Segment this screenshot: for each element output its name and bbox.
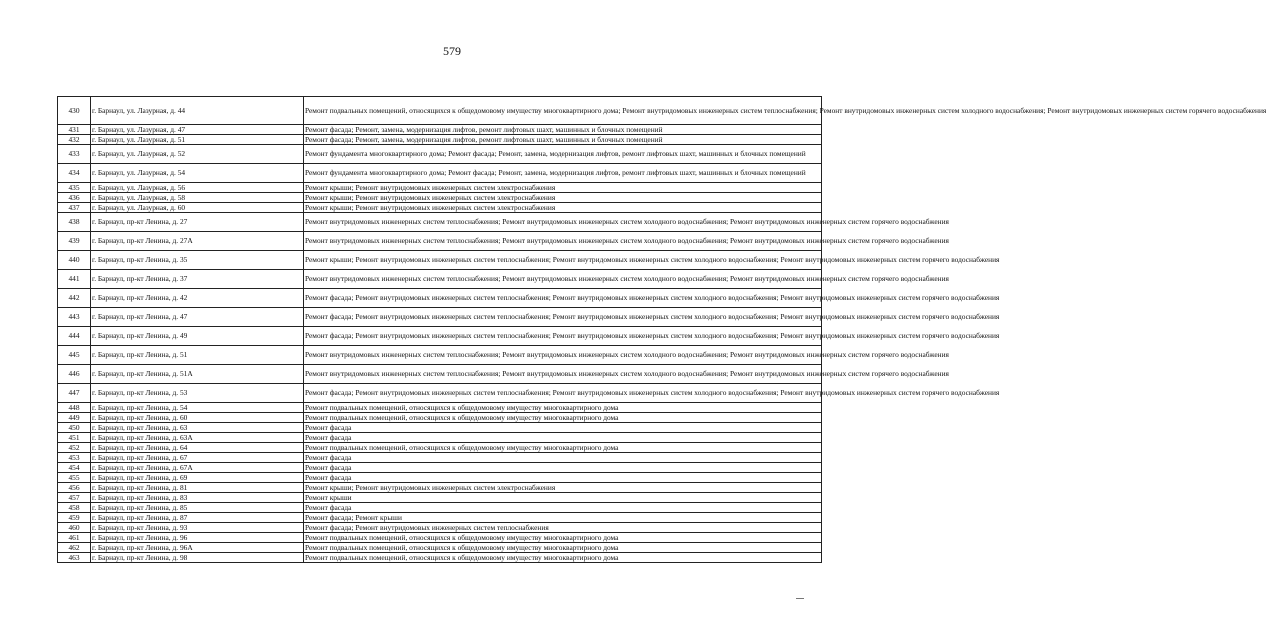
address-cell: г. Барнаул, пр-кт Ленина, д. 47: [91, 308, 304, 327]
footer-dash: [796, 598, 804, 599]
repair-works-cell: Ремонт фасада: [304, 473, 822, 483]
repair-works-cell: Ремонт подвальных помещений, относящихся к общедомовому имуществу многоквартирного дома: [304, 533, 822, 543]
address-cell: г. Барнаул, пр-кт Ленина, д. 51: [91, 346, 304, 365]
table-row: [58, 308, 822, 327]
repair-works-cell: Ремонт крыши; Ремонт внутридомовых инженерных систем теплоснабжения; Ремонт внутридомовых инженерных систем холодного водоснабжения; Ремонт внутридомовых инженерных систем горячего водоснабжения: [304, 251, 822, 270]
row-number-cell: 437: [58, 203, 91, 213]
row-number-cell: 451: [58, 433, 91, 443]
address-cell: г. Барнаул, пр-кт Ленина, д. 49: [91, 327, 304, 346]
repair-works-cell: Ремонт подвальных помещений, относящихся к общедомовому имуществу многоквартирного дома: [304, 543, 822, 553]
repair-works-cell: Ремонт внутридомовых инженерных систем теплоснабжения; Ремонт внутридомовых инженерных систем холодного водоснабжения; Ремонт внутридомовых инженерных систем горячего водоснабжения: [304, 232, 822, 251]
repair-works-cell: Ремонт внутридомовых инженерных систем теплоснабжения; Ремонт внутридомовых инженерных систем холодного водоснабжения; Ремонт внутридомовых инженерных систем горячего водоснабжения: [304, 365, 822, 384]
address-cell: г. Барнаул, пр-кт Ленина, д. 60: [91, 413, 304, 423]
row-number-cell: 438: [58, 213, 91, 232]
row-number-cell: 454: [58, 463, 91, 473]
row-number-cell: 443: [58, 308, 91, 327]
row-number-cell: 446: [58, 365, 91, 384]
table-row: [58, 251, 822, 270]
row-number-cell: 460: [58, 523, 91, 533]
address-cell: г. Барнаул, пр-кт Ленина, д. 63А: [91, 433, 304, 443]
table-row: [58, 423, 822, 433]
table-row: [58, 453, 822, 463]
address-cell: г. Барнаул, пр-кт Ленина, д. 67: [91, 453, 304, 463]
repair-works-cell: Ремонт фасада; Ремонт внутридомовых инженерных систем теплоснабжения; Ремонт внутридомовых инженерных систем холодного водоснабжения; Ремонт внутридомовых инженерных систем горячего водоснабжения: [304, 384, 822, 403]
repair-works-cell: Ремонт подвальных помещений, относящихся к общедомовому имуществу многоквартирного дома: [304, 413, 822, 423]
row-number-cell: 445: [58, 346, 91, 365]
table-row: [58, 346, 822, 365]
address-cell: г. Барнаул, пр-кт Ленина, д. 87: [91, 513, 304, 523]
repair-works-cell: Ремонт подвальных помещений, относящихся к общедомовому имуществу многоквартирного дома; Ремонт внутридомовых инженерных систем теплоснабжения; Ремонт внутридомовых инженерных систем холодного водоснабжения; Ремонт внутридомовых инженерных систем горячего водоснабжения: [304, 97, 822, 125]
row-number-cell: 430: [58, 97, 91, 125]
address-cell: г. Барнаул, пр-кт Ленина, д. 63: [91, 423, 304, 433]
table-row: [58, 270, 822, 289]
repair-works-cell: Ремонт фасада; Ремонт, замена, модернизация лифтов, ремонт лифтовых шахт, машинных и блочных помещений: [304, 135, 822, 145]
address-cell: г. Барнаул, пр-кт Ленина, д. 96А: [91, 543, 304, 553]
row-number-cell: 436: [58, 193, 91, 203]
table-row: [58, 513, 822, 523]
address-cell: г. Барнаул, пр-кт Ленина, д. 69: [91, 473, 304, 483]
repair-works-cell: Ремонт внутридомовых инженерных систем теплоснабжения; Ремонт внутридомовых инженерных систем холодного водоснабжения; Ремонт внутридомовых инженерных систем горячего водоснабжения: [304, 346, 822, 365]
address-cell: г. Барнаул, пр-кт Ленина, д. 85: [91, 503, 304, 513]
address-cell: г. Барнаул, пр-кт Ленина, д. 27: [91, 213, 304, 232]
row-number-cell: 459: [58, 513, 91, 523]
table-row: [58, 384, 822, 403]
table-row: [58, 413, 822, 423]
address-cell: г. Барнаул, ул. Лазурная, д. 56: [91, 183, 304, 193]
row-number-cell: 453: [58, 453, 91, 463]
row-number-cell: 448: [58, 403, 91, 413]
table-row: [58, 135, 822, 145]
address-cell: г. Барнаул, ул. Лазурная, д. 60: [91, 203, 304, 213]
address-cell: г. Барнаул, ул. Лазурная, д. 47: [91, 125, 304, 135]
table-row: [58, 125, 822, 135]
address-cell: г. Барнаул, ул. Лазурная, д. 58: [91, 193, 304, 203]
repair-works-cell: Ремонт внутридомовых инженерных систем теплоснабжения; Ремонт внутридомовых инженерных систем холодного водоснабжения; Ремонт внутридомовых инженерных систем горячего водоснабжения: [304, 213, 822, 232]
row-number-cell: 461: [58, 533, 91, 543]
address-cell: г. Барнаул, пр-кт Ленина, д. 64: [91, 443, 304, 453]
registry-table-body: [58, 97, 1266, 563]
repair-works-cell: Ремонт фасада: [304, 503, 822, 513]
repair-works-cell: Ремонт крыши; Ремонт внутридомовых инженерных систем электроснабжения: [304, 183, 822, 193]
repair-works-cell: Ремонт крыши: [304, 493, 822, 503]
repair-works-cell: Ремонт фасада: [304, 423, 822, 433]
table-row: [58, 483, 822, 493]
address-cell: г. Барнаул, пр-кт Ленина, д. 37: [91, 270, 304, 289]
table-row: [58, 523, 822, 533]
table-row: [58, 164, 822, 183]
table-row: [58, 232, 822, 251]
repair-works-cell: Ремонт фасада; Ремонт крыши: [304, 513, 822, 523]
repair-works-cell: Ремонт фундамента многоквартирного дома; Ремонт фасада; Ремонт, замена, модернизация лифтов, ремонт лифтовых шахт, машинных и блочных помещений: [304, 164, 822, 183]
row-number-cell: 456: [58, 483, 91, 493]
address-cell: г. Барнаул, пр-кт Ленина, д. 83: [91, 493, 304, 503]
row-number-cell: 431: [58, 125, 91, 135]
page-number: 579: [443, 44, 461, 58]
row-number-cell: 462: [58, 543, 91, 553]
row-number-cell: 458: [58, 503, 91, 513]
address-cell: г. Барнаул, пр-кт Ленина, д. 98: [91, 553, 304, 563]
address-cell: г. Барнаул, ул. Лазурная, д. 54: [91, 164, 304, 183]
address-cell: г. Барнаул, пр-кт Ленина, д. 27А: [91, 232, 304, 251]
repair-works-cell: Ремонт крыши; Ремонт внутридомовых инженерных систем электроснабжения: [304, 203, 822, 213]
repair-works-cell: Ремонт фасада: [304, 433, 822, 443]
repair-works-cell: Ремонт подвальных помещений, относящихся к общедомовому имуществу многоквартирного дома: [304, 403, 822, 413]
table-row: [58, 533, 822, 543]
table-row: [58, 553, 822, 563]
table-row: [58, 443, 822, 453]
table-row: [58, 365, 822, 384]
table-row: [58, 463, 822, 473]
row-number-cell: 434: [58, 164, 91, 183]
table-row: [58, 473, 822, 483]
table-row: [58, 433, 822, 443]
row-number-cell: 444: [58, 327, 91, 346]
address-cell: г. Барнаул, пр-кт Ленина, д. 54: [91, 403, 304, 413]
repair-works-cell: Ремонт фасада; Ремонт внутридомовых инженерных систем теплоснабжения; Ремонт внутридомовых инженерных систем холодного водоснабжения; Ремонт внутридомовых инженерных систем горячего водоснабжения: [304, 327, 822, 346]
row-number-cell: 433: [58, 145, 91, 164]
table-row: [58, 193, 822, 203]
repair-works-cell: Ремонт фундамента многоквартирного дома; Ремонт фасада; Ремонт, замена, модернизация лифтов, ремонт лифтовых шахт, машинных и блочных помещений: [304, 145, 822, 164]
repair-works-cell: Ремонт фасада; Ремонт, замена, модернизация лифтов, ремонт лифтовых шахт, машинных и блочных помещений: [304, 125, 822, 135]
address-cell: г. Барнаул, ул. Лазурная, д. 44: [91, 97, 304, 125]
repair-works-cell: Ремонт подвальных помещений, относящихся к общедомовому имуществу многоквартирного дома: [304, 553, 822, 563]
repair-works-cell: Ремонт фасада; Ремонт внутридомовых инженерных систем теплоснабжения: [304, 523, 822, 533]
address-cell: г. Барнаул, пр-кт Ленина, д. 35: [91, 251, 304, 270]
repair-works-cell: Ремонт внутридомовых инженерных систем теплоснабжения; Ремонт внутридомовых инженерных систем холодного водоснабжения; Ремонт внутридомовых инженерных систем горячего водоснабжения: [304, 270, 822, 289]
address-cell: г. Барнаул, пр-кт Ленина, д. 53: [91, 384, 304, 403]
row-number-cell: 450: [58, 423, 91, 433]
table-row: [58, 493, 822, 503]
row-number-cell: 463: [58, 553, 91, 563]
address-cell: г. Барнаул, ул. Лазурная, д. 51: [91, 135, 304, 145]
address-cell: г. Барнаул, пр-кт Ленина, д. 51А: [91, 365, 304, 384]
table-row: [58, 289, 822, 308]
address-cell: г. Барнаул, пр-кт Ленина, д. 67А: [91, 463, 304, 473]
repair-works-cell: Ремонт подвальных помещений, относящихся к общедомовому имуществу многоквартирного дома: [304, 443, 822, 453]
table-row: [58, 213, 822, 232]
repair-works-cell: Ремонт фасада: [304, 453, 822, 463]
table-row: [58, 543, 822, 553]
table-row: [58, 97, 822, 125]
table-row: [58, 403, 822, 413]
row-number-cell: 435: [58, 183, 91, 193]
row-number-cell: 457: [58, 493, 91, 503]
table-row: [58, 327, 822, 346]
repair-works-cell: Ремонт крыши; Ремонт внутридомовых инженерных систем электроснабжения: [304, 483, 822, 493]
repair-works-cell: Ремонт фасада; Ремонт внутридомовых инженерных систем теплоснабжения; Ремонт внутридомовых инженерных систем холодного водоснабжения; Ремонт внутридомовых инженерных систем горячего водоснабжения: [304, 308, 822, 327]
row-number-cell: 439: [58, 232, 91, 251]
repair-works-cell: Ремонт крыши; Ремонт внутридомовых инженерных систем электроснабжения: [304, 193, 822, 203]
row-number-cell: 455: [58, 473, 91, 483]
repair-works-cell: Ремонт фасада: [304, 463, 822, 473]
row-number-cell: 440: [58, 251, 91, 270]
address-cell: г. Барнаул, пр-кт Ленина, д. 81: [91, 483, 304, 493]
table-row: [58, 145, 822, 164]
row-number-cell: 447: [58, 384, 91, 403]
address-cell: г. Барнаул, ул. Лазурная, д. 52: [91, 145, 304, 164]
table-row: [58, 183, 822, 193]
table-row: [58, 203, 822, 213]
row-number-cell: 452: [58, 443, 91, 453]
address-cell: г. Барнаул, пр-кт Ленина, д. 93: [91, 523, 304, 533]
row-number-cell: 432: [58, 135, 91, 145]
address-cell: г. Барнаул, пр-кт Ленина, д. 96: [91, 533, 304, 543]
row-number-cell: 442: [58, 289, 91, 308]
row-number-cell: 449: [58, 413, 91, 423]
repair-registry-table: [57, 96, 1266, 563]
table-row: [58, 503, 822, 513]
repair-works-cell: Ремонт фасада; Ремонт внутридомовых инженерных систем теплоснабжения; Ремонт внутридомовых инженерных систем холодного водоснабжения; Ремонт внутридомовых инженерных систем горячего водоснабжения: [304, 289, 822, 308]
address-cell: г. Барнаул, пр-кт Ленина, д. 42: [91, 289, 304, 308]
row-number-cell: 441: [58, 270, 91, 289]
